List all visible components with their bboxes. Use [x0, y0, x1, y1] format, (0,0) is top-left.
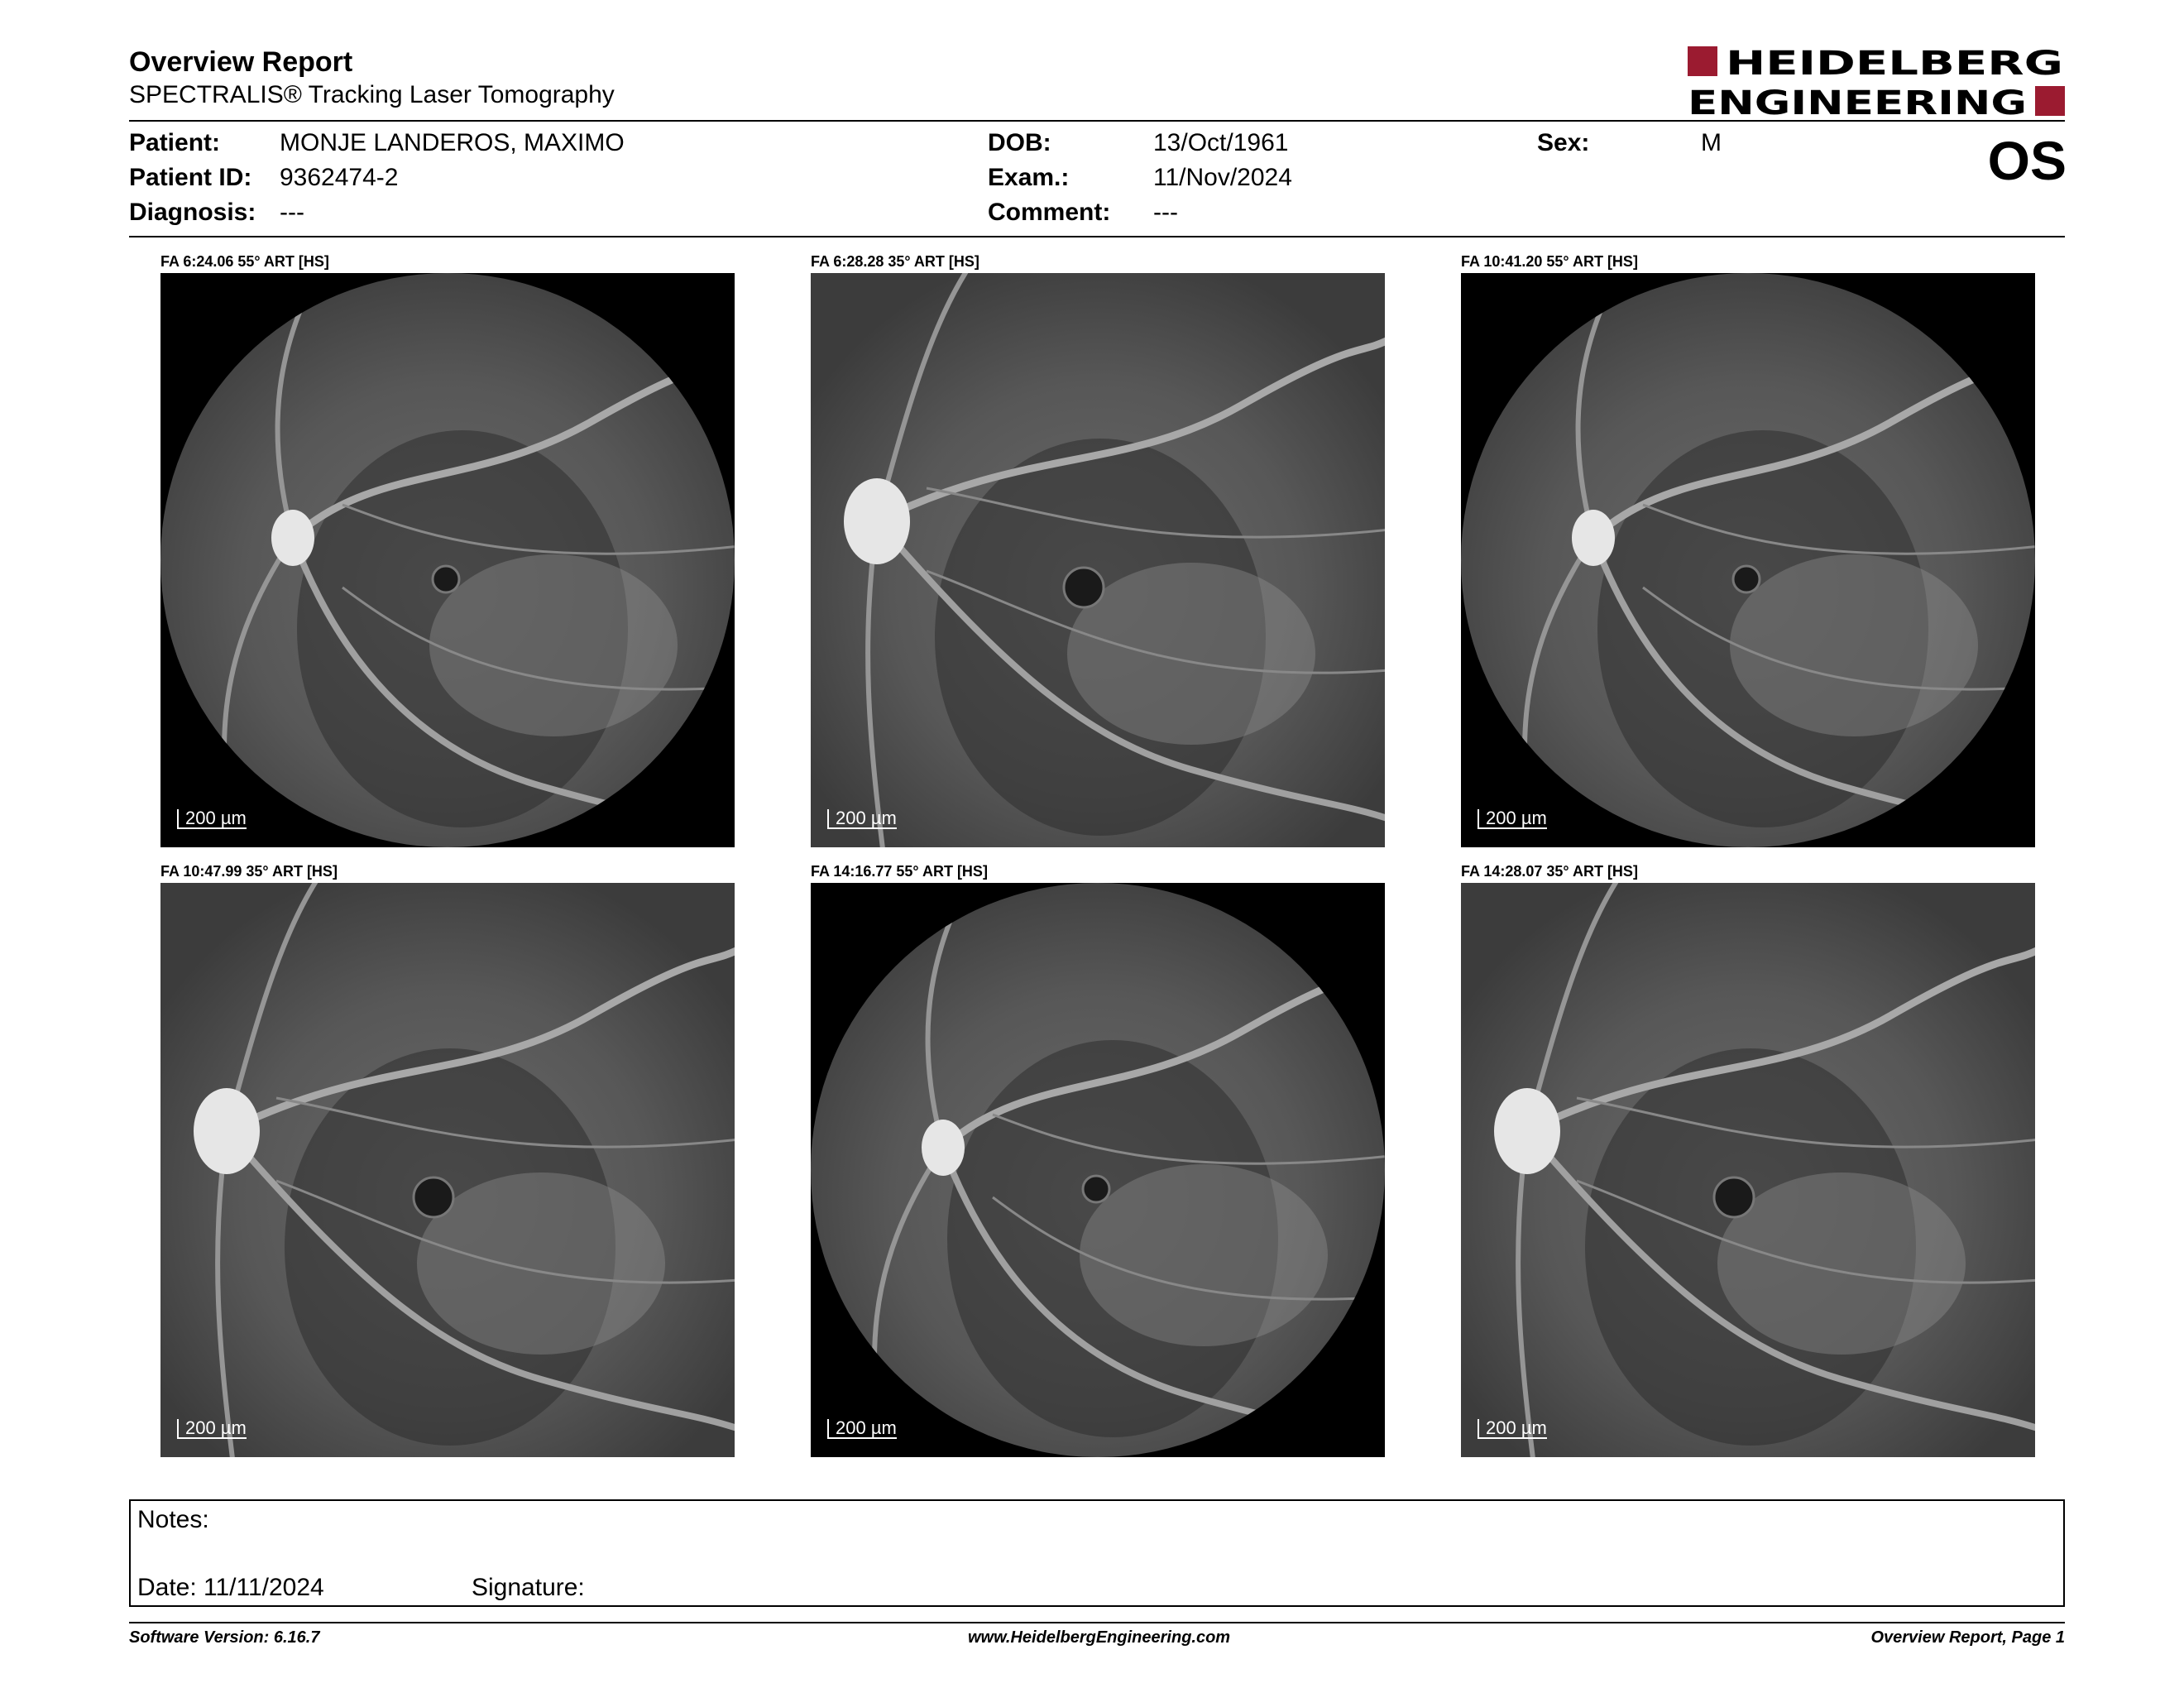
- angiogram-graphic: [811, 273, 1385, 847]
- image-caption: FA 10:41.20 55° ART [HS]: [1461, 253, 1638, 270]
- website-link[interactable]: www.HeidelbergEngineering.com: [968, 1628, 1231, 1647]
- exam-label: Exam.:: [988, 164, 1070, 191]
- notes-date: Date: 11/11/2024: [137, 1574, 324, 1601]
- exam-value: 11/Nov/2024: [1153, 164, 1292, 191]
- notes-label: Notes:: [137, 1506, 209, 1533]
- notes-box: [129, 1499, 2065, 1607]
- image-caption: FA 14:16.77 55° ART [HS]: [811, 863, 988, 880]
- fundus-angiogram-image[interactable]: [160, 883, 735, 1457]
- diagnosis-value: ---: [280, 199, 304, 226]
- signature-label: Signature:: [472, 1574, 585, 1601]
- logo-accent-top: [1688, 46, 1717, 76]
- angiogram-graphic: [811, 883, 1385, 1457]
- logo-text-line1: HEIDELBERG: [1726, 45, 2063, 83]
- angiogram-graphic: [160, 883, 735, 1457]
- patient-divider: [129, 236, 2065, 237]
- angiogram-graphic: [1461, 883, 2035, 1457]
- header-divider: [129, 120, 2065, 122]
- angiogram-graphic: [1461, 273, 2035, 847]
- scale-bar: 200 µm: [177, 809, 247, 829]
- logo-accent-bottom: [2035, 86, 2065, 116]
- scale-bar: 200 µm: [177, 1419, 247, 1439]
- image-caption: FA 6:28.28 35° ART [HS]: [811, 253, 979, 270]
- fundus-angiogram-image[interactable]: [811, 883, 1385, 1457]
- angiogram-graphic: [160, 273, 735, 847]
- fundus-angiogram-image[interactable]: [160, 273, 735, 847]
- eye-laterality: OS: [1987, 130, 2067, 191]
- image-caption: FA 14:28.07 35° ART [HS]: [1461, 863, 1638, 880]
- scale-bar: 200 µm: [1478, 809, 1547, 829]
- scale-bar: 200 µm: [827, 1419, 897, 1439]
- scale-bar: 200 µm: [1478, 1419, 1547, 1439]
- dob-value: 13/Oct/1961: [1153, 129, 1289, 156]
- sex-label: Sex:: [1537, 129, 1590, 156]
- image-caption: FA 6:24.06 55° ART [HS]: [160, 253, 329, 270]
- logo-text-line2: ENGINEERING: [1688, 84, 2027, 119]
- fundus-angiogram-image[interactable]: [1461, 273, 2035, 847]
- software-version: Software Version: 6.16.7: [129, 1628, 320, 1647]
- report-title: Overview Report: [129, 46, 353, 78]
- scale-bar: 200 µm: [827, 809, 897, 829]
- patient-label: Patient:: [129, 129, 221, 156]
- report-subtitle: SPECTRALIS® Tracking Laser Tomography: [129, 81, 615, 108]
- fundus-angiogram-image[interactable]: [1461, 883, 2035, 1457]
- patient-name: MONJE LANDEROS, MAXIMO: [280, 129, 625, 156]
- image-caption: FA 10:47.99 35° ART [HS]: [160, 863, 338, 880]
- patient-id-label: Patient ID:: [129, 164, 252, 191]
- fundus-angiogram-image[interactable]: [811, 273, 1385, 847]
- page-indicator: Overview Report, Page 1: [1870, 1628, 2065, 1647]
- patient-id-value: 9362474-2: [280, 164, 399, 191]
- sex-value: M: [1701, 129, 1722, 156]
- footer-divider: [129, 1622, 2065, 1623]
- diagnosis-label: Diagnosis:: [129, 199, 256, 226]
- heidelberg-logo: [1688, 43, 2068, 119]
- dob-label: DOB:: [988, 129, 1051, 156]
- comment-label: Comment:: [988, 199, 1111, 226]
- comment-value: ---: [1153, 199, 1178, 226]
